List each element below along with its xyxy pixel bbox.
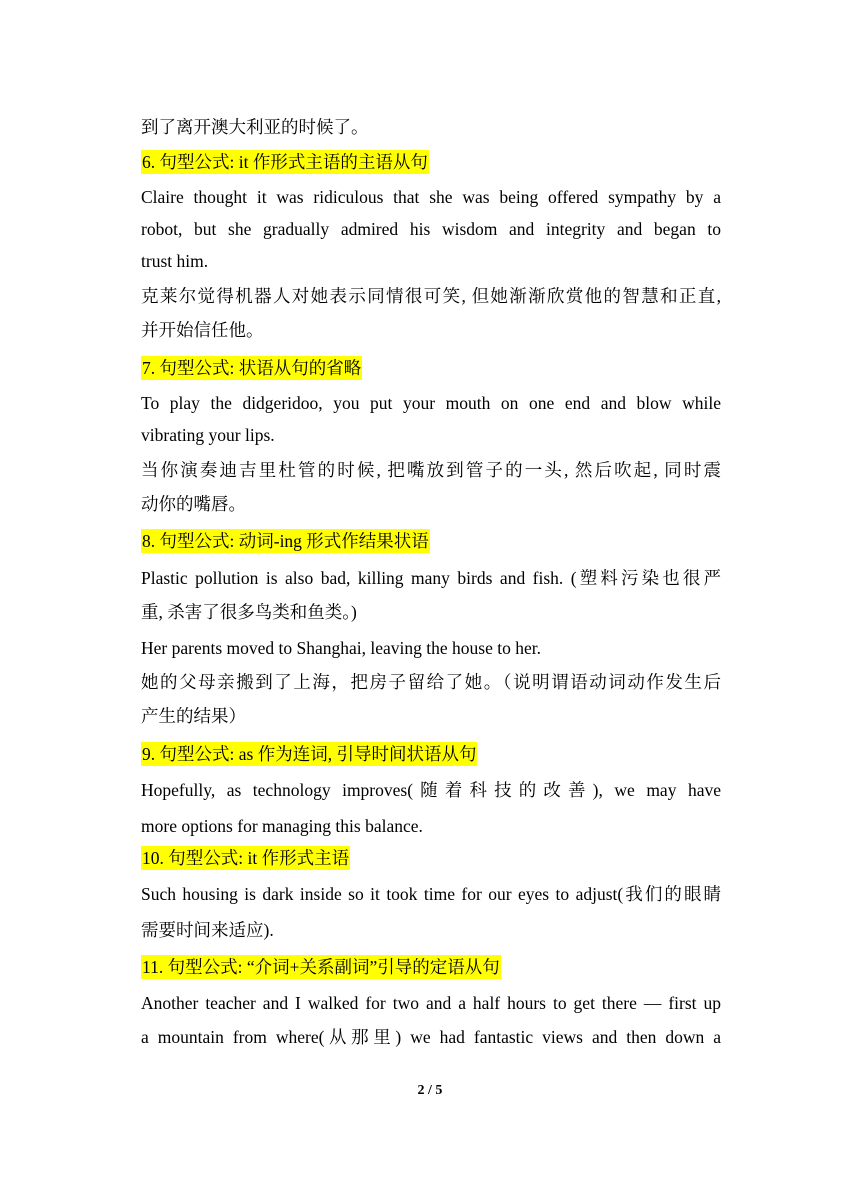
text-line: Another teacher and I walked for two and a half hours to get there — first up	[141, 993, 721, 1013]
text-line: 到了离开澳大利亚的时候了。	[141, 117, 369, 137]
section-heading	[141, 150, 721, 174]
text-line: a mountain from where(从那里) we had fantastic views and then down a	[141, 1027, 721, 1047]
heading-highlight: 7. 句型公式: 状语从句的省略	[142, 358, 362, 378]
text-line: 动你的嘴唇。	[141, 494, 246, 514]
section-heading	[141, 846, 721, 870]
text-line: Such housing is dark inside so it took time for our eyes to adjust(我们的眼睛	[141, 884, 721, 904]
section-heading	[141, 955, 721, 979]
text-line: 重, 杀害了很多鸟类和鱼类。)	[141, 602, 357, 622]
heading-highlight: 8. 句型公式: 动词-ing 形式作结果状语	[142, 531, 429, 551]
heading-highlight: 6. 句型公式: it 作形式主语的主语从句	[142, 152, 428, 172]
text-line: 她的父母亲搬到了上海，把房子留给了她。（说明谓语动词动作发生后	[141, 672, 721, 692]
section-heading	[141, 529, 721, 553]
text-line: To play the didgeridoo, you put your mouth on one end and blow while	[141, 393, 721, 413]
text-line: robot, but she gradually admired his wisdom and integrity and began to	[141, 219, 721, 239]
text-line: Her parents moved to Shanghai, leaving the house to her.	[141, 638, 541, 658]
heading-highlight: 9. 句型公式: as 作为连词, 引导时间状语从句	[142, 744, 477, 764]
heading-highlight: 10. 句型公式: it 作形式主语	[142, 848, 350, 868]
text-line: 当你演奏迪吉里杜管的时候, 把嘴放到管子的一头, 然后吹起, 同时震	[141, 460, 721, 480]
page-number: 2 / 5	[417, 1083, 443, 1098]
text-line: 产生的结果）	[141, 706, 246, 726]
text-line: 克莱尔觉得机器人对她表示同情很可笑, 但她渐渐欣赏他的智慧和正直,	[141, 286, 721, 306]
text-line: Claire thought it was ridiculous that she was being offered sympathy by a	[141, 187, 721, 207]
text-line: Hopefully, as technology improves(随着科技的改善), we may have	[141, 780, 721, 800]
text-line: more options for managing this balance.	[141, 816, 423, 836]
heading-highlight: 11. 句型公式: “介词+关系副词”引导的定语从句	[142, 957, 500, 977]
text-line: 需要时间来适应).	[141, 920, 274, 940]
section-heading	[141, 356, 721, 380]
text-line: Plastic pollution is also bad, killing many birds and fish. (塑料污染也很严	[141, 568, 721, 588]
text-line: trust him.	[141, 251, 209, 271]
text-line: 并开始信任他。	[141, 320, 264, 340]
text-line: vibrating your lips.	[141, 425, 275, 445]
section-heading	[141, 742, 721, 766]
